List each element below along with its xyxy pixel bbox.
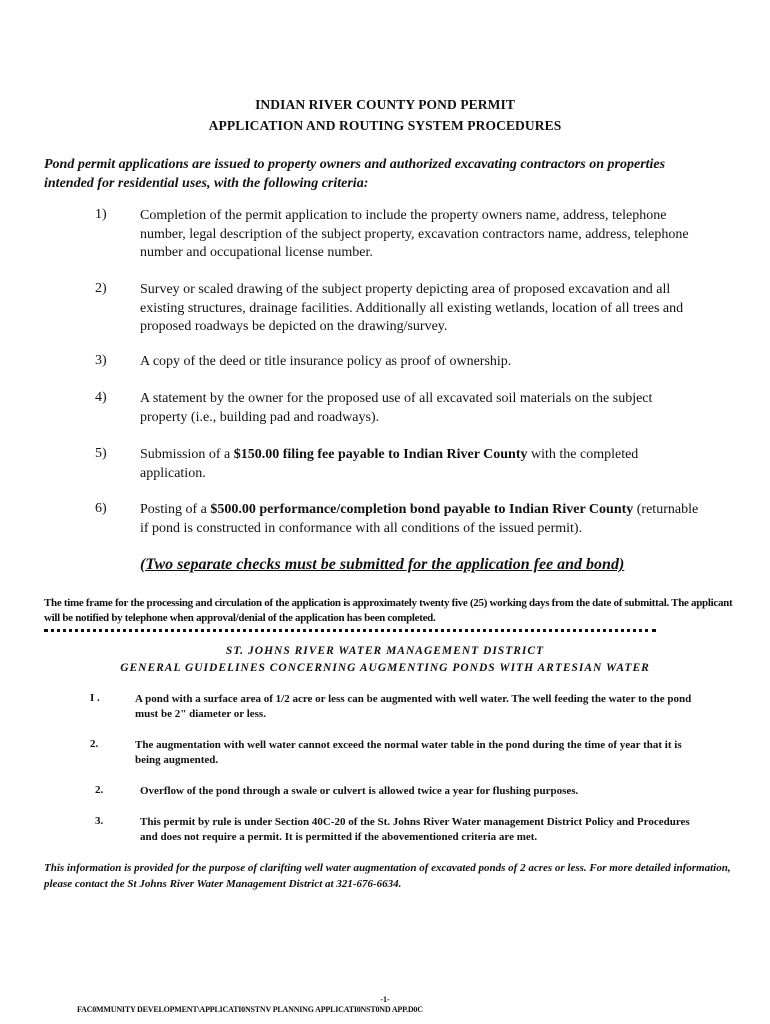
sjrwmd-title: ST. JOHNS RIVER WATER MANAGEMENT DISTRICT — [225, 645, 545, 657]
guideline-number: 2. — [90, 738, 99, 750]
guideline-text: A pond with a surface area of 1/2 acre or less can be augmented with well water. The well feeding the water to the pond must be 2" diameter or less. — [135, 693, 692, 720]
guideline-number: 3. — [95, 815, 104, 827]
criteria-text: Completion of the permit application to include the property owners name, address, telephone number, legal description of the subject property, excavation contractors name, address, telephone number and occupational license number. — [140, 208, 689, 260]
page-number: -1- — [380, 995, 390, 1004]
dotted-divider — [44, 629, 656, 632]
criteria-number: 3) — [95, 353, 107, 368]
sjrwmd-subtitle: GENERAL GUIDELINES CONCERNING AUGMENTING PONDS WITH ARTESIAN WATER — [120, 662, 650, 674]
footer-file-path: FAC0MMUNITY DEVELOPMENT\APPLICATI0NSTNV PLANNING APPLICATI0NST0ND APP.D0C — [77, 1005, 423, 1014]
bond-emphasis: $500.00 performance/completion bond payable to Indian River County — [210, 502, 634, 517]
criteria-number: 5) — [95, 446, 107, 461]
criteria-text — [140, 501, 700, 538]
intro-paragraph: Pond permit applications are issued to property owners and authorized excavating contractors on properties intended for residential uses, with the following criteria: — [44, 157, 666, 191]
document-title-line-1: INDIAN RIVER COUNTY POND PERMIT — [255, 97, 515, 112]
criteria-number: 1) — [95, 207, 107, 222]
criteria-text: A statement by the owner for the proposed use of all excavated soil materials on the subject property (i.e., building pad and roadways). — [140, 391, 653, 425]
criteria-number: 2) — [95, 281, 107, 296]
guideline-number: 2. — [95, 784, 104, 796]
criteria-text: A copy of the deed or title insurance policy as proof of ownership. — [140, 354, 512, 369]
guideline-text: Overflow of the pond through a swale or culvert is allowed twice a year for flushing purposes. — [140, 785, 579, 797]
guideline-text: This permit by rule is under Section 40C-20 of the St. Johns River Water management District Policy and Procedures and does not require a permit. It is permitted if the abovementioned criteria are met. — [140, 816, 690, 843]
criteria-text — [140, 446, 700, 483]
criteria-text-post: with the completed application. — [140, 447, 639, 481]
closing-paragraph: This information is provided for the purpose of clarifting well water augmentation of excavated ponds of 2 acres or less. For more detailed information, please contact the St Johns River Water Management District at 321-676-6634. — [44, 862, 731, 890]
timeframe-paragraph: The time frame for the processing and circulation of the application is approximately twenty five (25) working days from the date of submittal. The applicant will be notified by telephone when approval/denial of the application has been completed. — [44, 597, 733, 624]
criteria-text: Survey or scaled drawing of the subject property depicting area of proposed excavation and all existing structures, drainage facilities. Additionally all existing wetlands, location of all trees and proposed roadways be depicted on the drawing/survey. — [140, 282, 684, 334]
criteria-text-pre: Posting of a — [140, 502, 211, 517]
criteria-number: 6) — [95, 501, 107, 516]
criteria-text-pre: Submission of a — [140, 447, 234, 462]
two-checks-note: (Two separate checks must be submitted for the application fee and bond) — [140, 556, 625, 573]
guideline-number: I . — [90, 692, 100, 704]
document-title-line-2: APPLICATION AND ROUTING SYSTEM PROCEDURES — [208, 118, 562, 133]
criteria-number: 4) — [95, 390, 107, 405]
filing-fee-emphasis: $150.00 filing fee payable to Indian River County — [233, 447, 528, 462]
guideline-text: The augmentation with well water cannot exceed the normal water table in the pond during the time of year that it is being augmented. — [135, 739, 682, 766]
criteria-text-post: (returnable if pond is constructed in conformance with all conditions of the issued permit). — [140, 502, 699, 536]
